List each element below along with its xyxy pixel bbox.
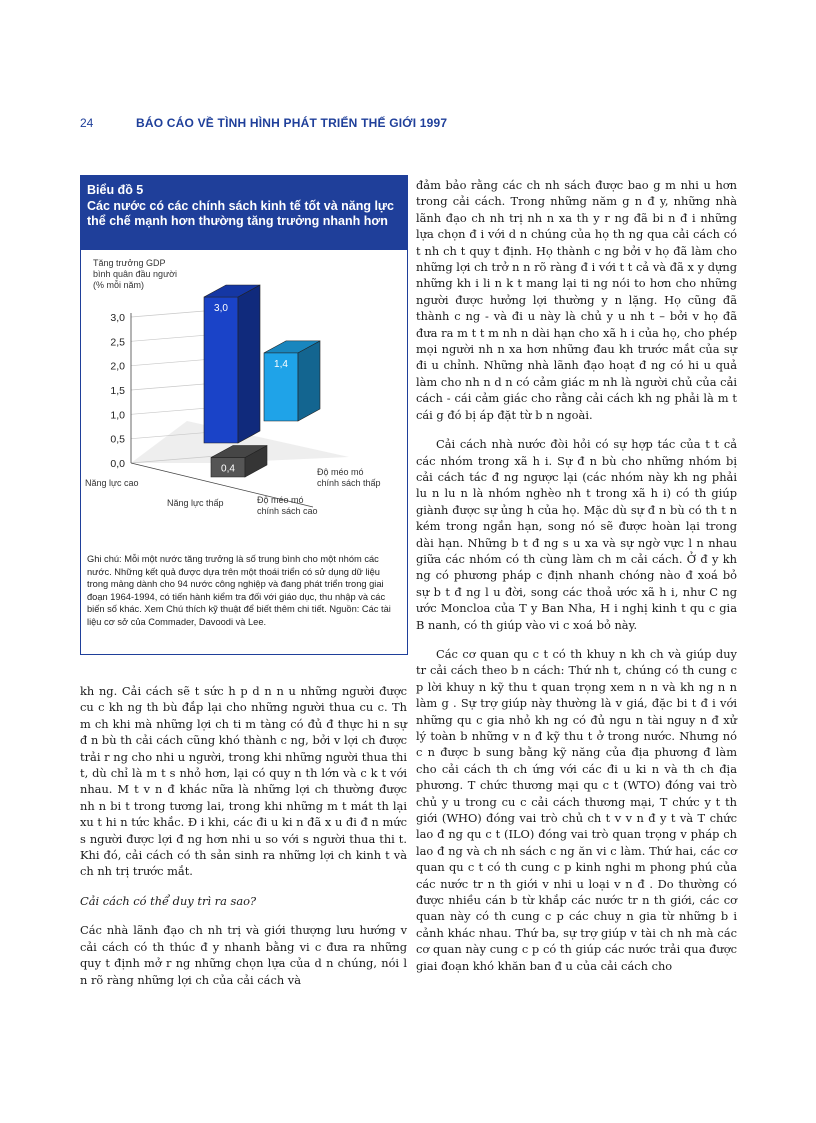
y-tick-label: 1,0 bbox=[110, 409, 125, 422]
figure-note: Ghi chú: Mỗi một nước tăng trưởng là số trung bình cho một nhóm các nước. Những kết quả được dựa trên một thoái triển có sử dụng dữ liệu trong mảng dành cho 94 nước công nghiệp và đang phát triển trong giai đoạn 1964-1994, có tiến hành kiểm tra đối với giáo dục, thu nhập và các biến số khác. Xem Chú thích kỹ thuật để biết thêm chi tiết. Nguồn: Các tài liệu cơ sở của Commader, Davoodi và Lee. bbox=[87, 554, 391, 627]
z-label-high-distortion-2: chính sách cao bbox=[257, 506, 318, 516]
left-column bbox=[80, 683, 407, 1001]
section-subheading: Cải cách có thể duy trì ra sao? bbox=[80, 893, 257, 908]
y-axis-label-line1: Tăng trưởng GDP bbox=[93, 258, 166, 268]
x-label-low-capacity: Năng lực thấp bbox=[167, 498, 224, 508]
bar-data-label: 1,4 bbox=[274, 358, 288, 370]
y-tick-label: 1,5 bbox=[110, 385, 125, 397]
bar-chart-3d bbox=[81, 251, 407, 551]
right-paragraph-2: Cải cách nhà nước đòi hỏi có sự hợp tác của t t cả các nhóm trong xã h i. Sự đ n bù cho những nhóm bị cải cách tác đ ng ngược lại (các nhóm này kh ng phải lu n lu n là nhóm nghèo nh t trong xã h i) có th giúp giành được sự ủng h của họ. Mặc dù sự đ n bù có th t n kém trong ngắn hạn, song nó sẽ được hoàn lại trong dài hạn. Những b t đ ng s u xa và sự ngờ vực l n nhau giữa các nhóm có th cùng làm ch m cải cách. Ở đ y kh ng có phương pháp c định nhanh chóng nào đ xoá bỏ sự b t đ ng l u đời, song các thoả ước xã h i, như C ng ước Moncloa của T y Ban Nha, H i nghị kinh t qu c gia B nanh, có th giúp vào vi c xoá bỏ này. bbox=[416, 437, 737, 632]
y-tick-label: 3,0 bbox=[110, 312, 125, 324]
figure-header bbox=[81, 176, 407, 250]
y-tick-label: 0,0 bbox=[110, 458, 125, 470]
right-column bbox=[416, 177, 737, 987]
figure-title: Các nước có các chính sách kinh tế tốt và năng lực thể chế mạnh hơn thường tăng trưởng nhanh hơn bbox=[87, 199, 394, 228]
bar-side bbox=[238, 285, 260, 443]
figure-label: Biểu đồ 5 bbox=[87, 183, 144, 197]
left-paragraph-2: Các nhà lãnh đạo ch nh trị và giới thượng lưu hướng v cải cách có th thúc đ y nhanh bằng vi c đưa ra những quy t định mở r ng những chọn lựa của d n chúng, nói l n rõ ràng những lợi ch của cải cách và bbox=[80, 923, 407, 987]
y-axis-label-line3: (% mỗi năm) bbox=[93, 280, 145, 290]
figure-box bbox=[80, 175, 408, 655]
right-paragraph-3: Các cơ quan qu c t có th khuy n kh ch và giúp duy tr cải cách theo b n cách: Thứ nh t, chúng có th cung c p lời khuy n kỹ thu t quan trọng xem n n và kh ng n n làm g . Sự trợ giúp này thường là v giá, đặc bi t đ i với những qu c gia nhỏ kh ng có đủ ngu n tài nguy n đ xử lý toàn b những v n đ kỹ thu t ở trong nước. Nhưng nó c n được b sung bằng kỹ năng của địa phương đ làm cho cải cách th ch ứng với các đi u ki n và th ch địa phương. T chức thương mại qu c t (WTO) đóng vai trò chủ y u trong cu c cải cách thương mại, T chức y t th giới (WHO) đóng vai trò chủ ch t v v n đ y t và T chức lao đ ng qu c t (ILO) đóng vai trò quan trọng v pháp ch lao đ ng và ch nh sách c ng ăn vi c làm. Thứ hai, các cơ quan qu c t có th cung c p kinh nghi m phong phú của các nước tr n th giới v nhi u loại v n đ . Do thường có được nhiều cán b từ khắp các nước tr n th giới, các cơ quan này có th cung c p các chuy n gia từ những b i cảnh khác nhau. Thứ ba, sự trợ giúp v tài ch nh mà các cơ quan này cung c p có th giúp các nước trải qua được giai đoạn khó khăn ban đ u của cải cách cho bbox=[416, 646, 737, 973]
right-paragraph-1: đảm bảo rằng các ch nh sách được bao g m nhi u hơn trong cải cách. Trong những năm g n đ y, những nhà lãnh đạo ch nh trị nh n xa th y r ng đã bi n đ i những lựa chọn đ i với d n chúng của họ th ng qua cải cách có t nh ch t quy t định. Họ thành c ng bởi v họ đã làm cho những lợi ch trở n n rõ ràng đ i với t t cả và đã x y dựng những kh i li n k t mang lại ti ng nói to hơn cho những người được hưởng lợi thường y n lặng. Họ cũng đã thành c ng - và đi u này là chủ y u nh t – bởi v họ đã đưa ra m t t m nh n dài hạn cho xã h i của họ, cho phép mọi người nh n xa hơn những đau kh trước mắt của sự đi u chỉnh. Những nhà lãnh đạo hoạt đ ng có hi u quả làm cho nh n d n có cảm giác m nh là người chủ của cải cách - cái cảm giác cho rằng cải cách kh ng phải là m t cái g đó bị áp đặt từ b n ngoài. bbox=[416, 178, 737, 422]
z-label-low-distortion-2: chính sách thấp bbox=[317, 478, 381, 488]
y-tick-labels bbox=[110, 312, 125, 470]
running-header bbox=[80, 116, 760, 132]
bar-data-label: 3,0 bbox=[214, 303, 228, 314]
bar-side bbox=[298, 341, 320, 421]
left-paragraph-1: kh ng. Cải cách sẽ t sức h p d n n u những người được cu c kh ng th bù đắp lại cho những người thua cu c. Th m ch khi mà những lợi ch ti m tàng có đủ đ thực hi n sự đ n bù th cải cách cũng khó thành c ng, bởi v lợi ch được trải r ng cho nhi u người, trong khi những người thua thi t, dù chỉ là m t s nhỏ hơn, lại có quy n th lớn và c k t với nhau. M t v n đ khác nữa là những lợi ch thường được nh n bi t trong tương lai, trong khi những m t mát th lại xu t hi n tức khắc. Đ i khi, các đi u ki n đã x u đi đ n mức s người được lợi đ ng hơn nhi u so với s người thua thi t. Khi đó, cải cách có th sản sinh ra những lợi ch kinh t và ch nh trị trước mắt. bbox=[80, 684, 407, 879]
y-tick-label: 0,5 bbox=[110, 433, 125, 446]
y-tick-label: 2,0 bbox=[110, 360, 125, 373]
bar-data-label: 0,4 bbox=[221, 463, 235, 475]
y-axis-label-line2: bình quân đầu người bbox=[93, 269, 177, 279]
z-label-low-distortion-1: Độ méo mó bbox=[317, 467, 364, 477]
z-label-high-distortion-1: Độ méo mó bbox=[257, 495, 304, 505]
bar-front bbox=[204, 297, 238, 443]
y-tick-label: 2,5 bbox=[110, 336, 125, 349]
x-label-high-capacity: Năng lực cao bbox=[85, 478, 139, 488]
running-title: BÁO CÁO VỀ TÌNH HÌNH PHÁT TRIỂN THẾ GIỚI 1997 bbox=[136, 116, 448, 130]
page-number: 24 bbox=[80, 116, 94, 130]
